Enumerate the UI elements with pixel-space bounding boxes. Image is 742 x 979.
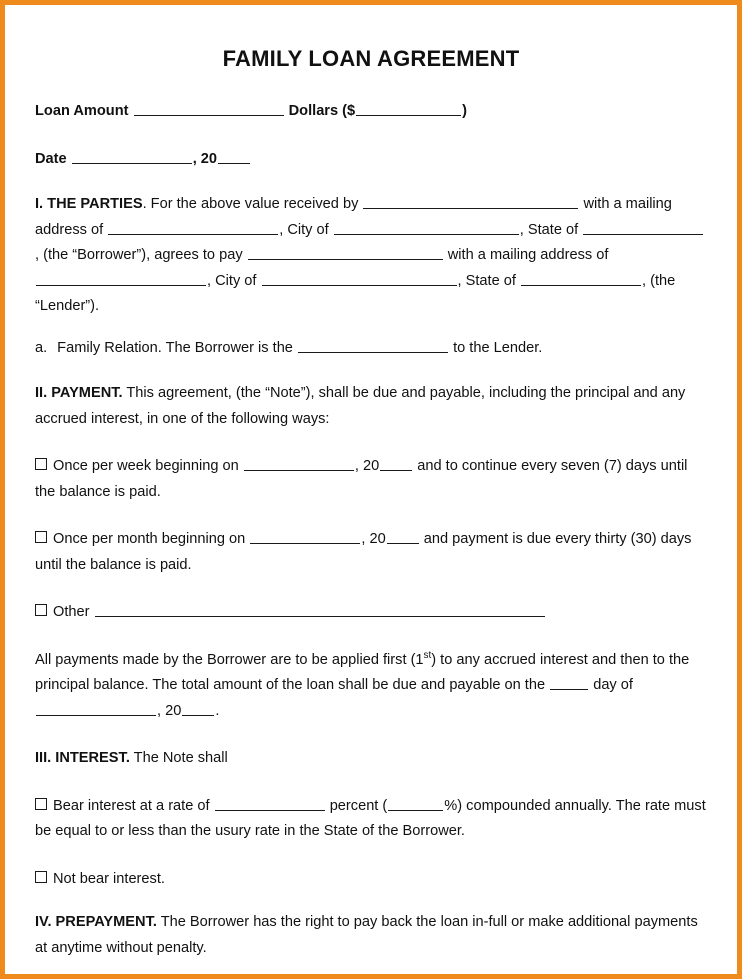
checkbox-icon-bear-interest[interactable]: [35, 798, 47, 810]
allocation-text-2: then to the principal balance. The total amount of the loan shall be due and payable on the: [35, 651, 690, 693]
checkbox-icon-weekly[interactable]: [35, 458, 47, 470]
date-label: Date: [35, 150, 67, 167]
prepayment-text-1: The Borrower has the right to pay back the loan in-full or make additional: [160, 914, 631, 930]
lender-city-blank[interactable]: [262, 271, 457, 286]
date-blank[interactable]: [72, 149, 192, 164]
monthly-start-year-blank[interactable]: [387, 529, 419, 544]
allocation-text-3b: , 20: [157, 702, 182, 719]
family-relation-item: [35, 336, 707, 362]
prepayment-text-2: payments at anytime without penalty.: [35, 914, 698, 956]
interest-intro-text: The Note shall: [133, 750, 228, 766]
prepayment-heading: IV. PREPAYMENT.: [35, 914, 157, 930]
weekly-start-year-blank[interactable]: [380, 456, 412, 471]
allocation-text-1a: All payments made by the Borrower are to be applied first (1: [35, 651, 424, 668]
final-day-blank[interactable]: [550, 675, 588, 690]
parties-text-2: with a mailing: [583, 196, 672, 212]
parties-text-3: address of: [35, 221, 104, 238]
interest-bear-text-1: Bear interest at a rate of: [53, 797, 210, 814]
payment-intro: [35, 381, 707, 432]
allocation-superscript: st: [423, 649, 432, 661]
parties-text-4: , City of: [279, 221, 329, 238]
document-sheet: [5, 5, 737, 974]
lender-name-blank[interactable]: [248, 245, 443, 260]
payment-heading: II. PAYMENT.: [35, 385, 123, 401]
checkbox-icon-not-bear-interest[interactable]: [35, 871, 47, 883]
family-relation-marker: a.: [35, 339, 48, 356]
payment-monthly-text-1: Once per month beginning on: [53, 531, 246, 547]
borrower-address-blank[interactable]: [108, 220, 278, 235]
interest-option-bear[interactable]: [35, 794, 707, 845]
allocation-text-3c: .: [215, 702, 220, 719]
payment-weekly-text-4: until the balance is paid.: [35, 458, 688, 500]
loan-amount-figures-blank[interactable]: [356, 101, 461, 116]
payment-intro-line-1: This agreement, (the “Note”), shall be due and payable, including the principal: [126, 385, 630, 401]
payment-monthly-text-4: (30) days until the balance is paid.: [35, 531, 692, 573]
interest-intro: [35, 746, 707, 772]
payment-monthly-text-3: and payment is due every thirty: [423, 531, 627, 547]
allocation-text-3a: day of: [593, 677, 633, 693]
payment-weekly-text-1: Once per week beginning on: [53, 458, 239, 474]
prepayment-paragraph: [35, 910, 707, 961]
payment-weekly-text-2: , 20: [354, 458, 380, 474]
payment-monthly-text-2: , 20: [361, 531, 386, 547]
payment-option-weekly[interactable]: [35, 454, 707, 505]
loan-amount-dollars-label: Dollars ($: [288, 103, 356, 119]
parties-text-11: , (the “Lender”).: [35, 272, 676, 314]
payment-other-blank[interactable]: [95, 602, 545, 617]
parties-paragraph: [35, 192, 707, 320]
parties-text-7: with a: [447, 247, 486, 263]
payment-allocation: [35, 648, 707, 725]
weekly-start-date-blank[interactable]: [244, 456, 354, 471]
final-month-blank[interactable]: [36, 701, 156, 716]
loan-amount-close-paren: ): [462, 103, 468, 119]
parties-text-1: . For the above value received by: [142, 196, 359, 212]
payment-intro-line-2: and any accrued interest, in one of the following ways:: [35, 385, 686, 427]
parties-text-10: , State of: [457, 272, 516, 289]
parties-text-9: , City of: [207, 272, 257, 289]
date-line: [35, 147, 707, 173]
page-title: FAMILY LOAN AGREEMENT: [222, 46, 520, 71]
date-year-blank[interactable]: [218, 149, 250, 164]
family-relation-text-2: to the Lender.: [453, 339, 543, 356]
checkbox-icon-other[interactable]: [35, 604, 47, 616]
payment-option-monthly[interactable]: [35, 527, 707, 578]
loan-amount-words-blank[interactable]: [134, 101, 284, 116]
loan-amount-line: [35, 99, 707, 125]
loan-amount-label: Loan Amount: [35, 103, 129, 119]
date-year-label: , 20: [192, 150, 218, 167]
family-relation-blank[interactable]: [298, 338, 448, 353]
lender-state-blank[interactable]: [521, 271, 641, 286]
family-relation-text-1: Family Relation. The Borrower is the: [57, 339, 293, 356]
borrower-state-blank[interactable]: [583, 220, 703, 235]
parties-heading: I. THE PARTIES: [35, 196, 143, 212]
interest-heading: III. INTEREST.: [35, 750, 130, 766]
borrower-name-blank[interactable]: [363, 194, 578, 209]
payment-option-other[interactable]: [35, 600, 707, 626]
borrower-city-blank[interactable]: [334, 220, 519, 235]
parties-text-5: , State of: [519, 221, 579, 238]
monthly-start-date-blank[interactable]: [250, 529, 360, 544]
parties-text-6: , (the “Borrower”), agrees to pay: [35, 247, 243, 263]
payment-weekly-text-3: and to continue every seven (7) days: [417, 458, 657, 474]
interest-bear-text-3: %) compounded annually. The: [444, 797, 641, 814]
payment-other-label: Other: [53, 604, 90, 620]
interest-bear-text-2: percent (: [329, 797, 388, 814]
final-year-blank[interactable]: [182, 701, 214, 716]
interest-bear-text-4: rate must be equal to or less than the usury rate in the State of the Borrower.: [35, 797, 706, 839]
interest-option-not-bear[interactable]: [35, 867, 707, 893]
allocation-text-1b: ) to any accrued interest and: [431, 651, 617, 668]
interest-not-bear-label: Not bear interest.: [53, 870, 165, 887]
lender-address-blank[interactable]: [36, 271, 206, 286]
interest-rate-percent-blank[interactable]: [388, 796, 443, 811]
parties-text-8: mailing address of: [489, 247, 609, 263]
checkbox-icon-monthly[interactable]: [35, 531, 47, 543]
interest-rate-words-blank[interactable]: [215, 796, 325, 811]
